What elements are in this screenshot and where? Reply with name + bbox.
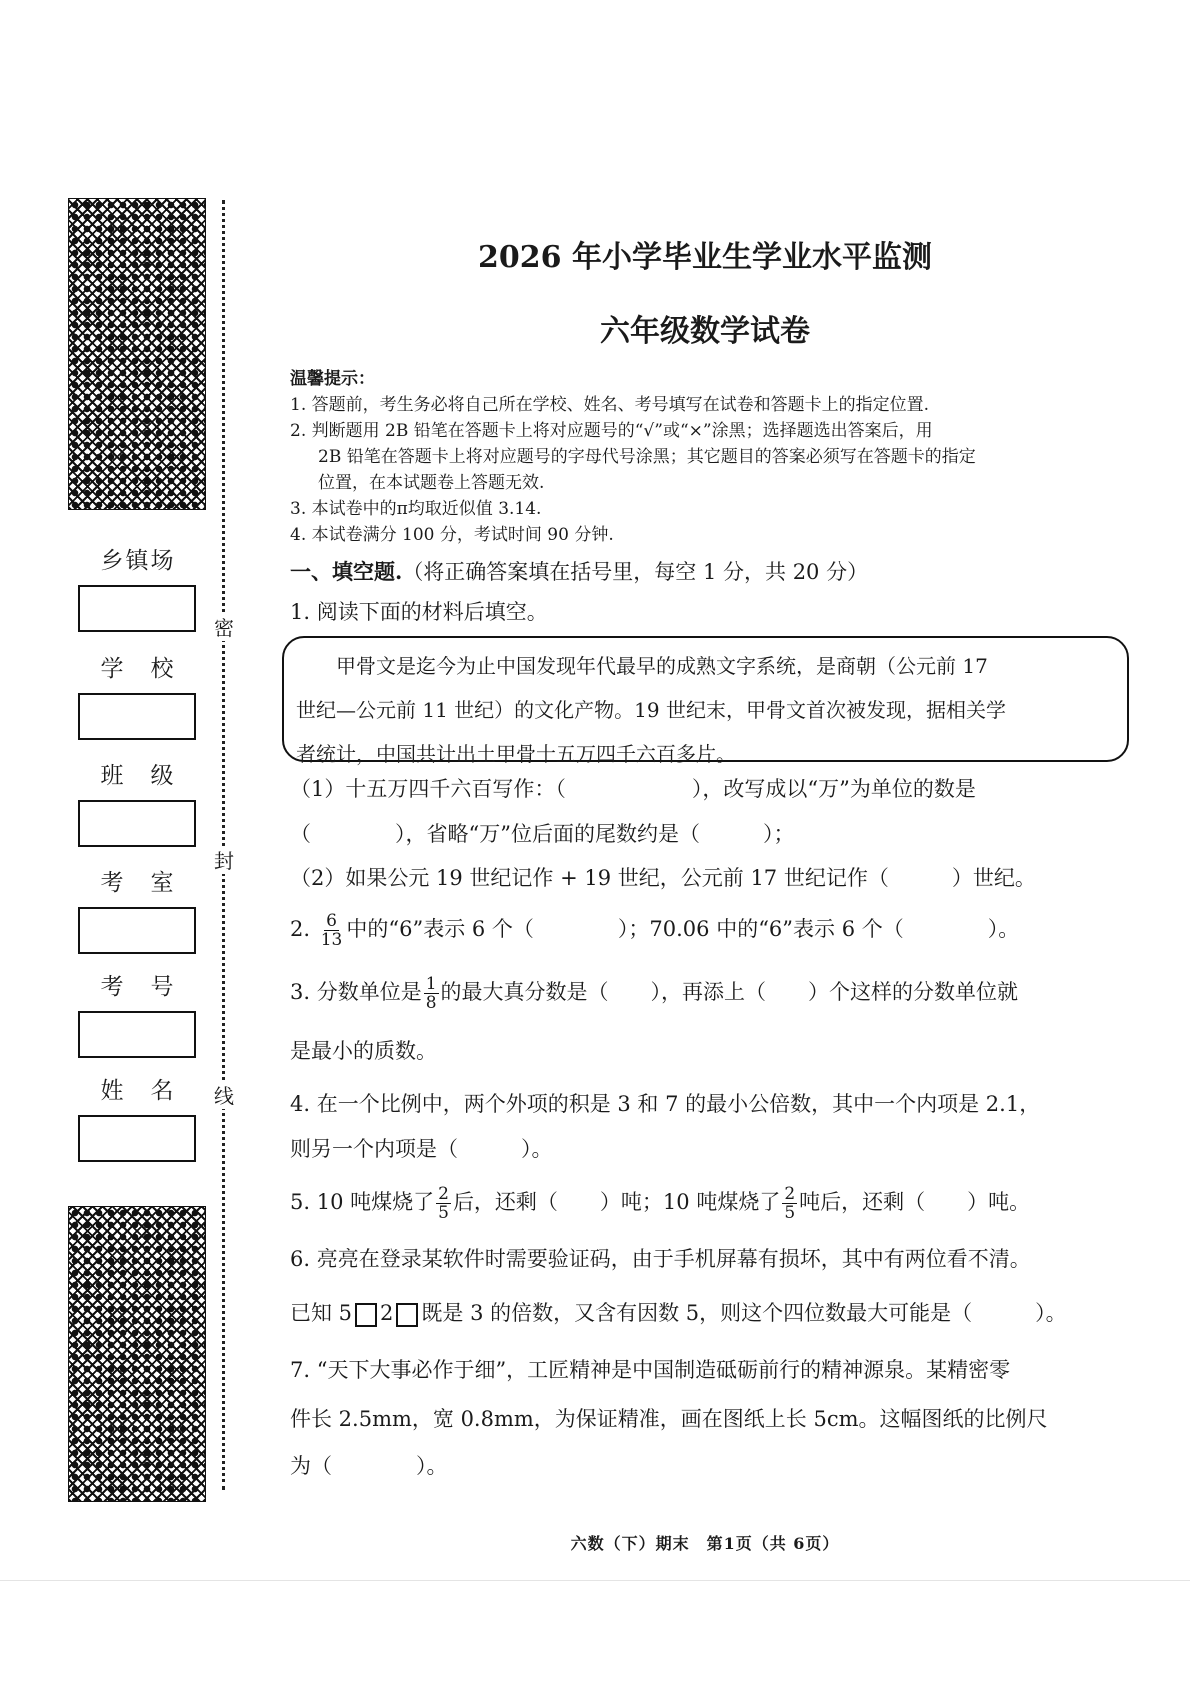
field-label-class: 班 级 bbox=[100, 763, 176, 789]
q5-fraction-1-den: 5 bbox=[438, 1203, 449, 1223]
section-1-desc: （将正确答案填在括号里，每空 1 分，共 20 分） bbox=[402, 560, 869, 584]
field-label-name: 姓 名 bbox=[100, 1078, 176, 1104]
seal-dotted-line bbox=[222, 200, 225, 1490]
field-box-exam-number[interactable] bbox=[78, 1011, 196, 1058]
decorative-pattern-top bbox=[68, 198, 206, 510]
page-bottom-rule bbox=[0, 1580, 1190, 1581]
q6-line-a: 6. 亮亮在登录某软件时需要验证码，由于手机屏幕有损坏，其中有两位看不清。 bbox=[290, 1247, 1031, 1271]
q7-line-b: 件长 2.5mm，宽 0.8mm，为保证精准，画在图纸上长 5cm。这幅图纸的比例尺 bbox=[290, 1407, 1048, 1431]
note-1: 1. 答题前，考生务必将自己所在学校、姓名、考号填写在试卷和答题卡上的指定位置. bbox=[290, 395, 930, 415]
field-label-exam-number: 考 号 bbox=[100, 974, 176, 1000]
seal-char-feng: 封 bbox=[211, 848, 237, 874]
section-1-title: 一、填空题. bbox=[290, 559, 403, 584]
q2-fraction-den: 13 bbox=[320, 930, 343, 950]
note-2a: 2. 判断题用 2B 铅笔在答题卡上将对应题号的“√”或“×”涂黑；选择题选出答案后，用 bbox=[290, 421, 933, 441]
q5-text-c: 吨后，还剩（ ）吨。 bbox=[799, 1190, 1031, 1214]
section-1-heading bbox=[290, 556, 868, 586]
q5 bbox=[290, 1185, 1030, 1222]
q3-fraction-num: 1 bbox=[425, 974, 437, 994]
q3-text-b: 的最大真分数是（ ），再添上（ ）个这样的分数单位就 bbox=[440, 980, 1019, 1004]
q6-line-b bbox=[290, 1297, 1067, 1327]
q6-text-1: 已知 5 bbox=[290, 1301, 353, 1325]
q7-line-a: 7. “天下大事必作于细”，工匠精神是中国制造砥砺前行的精神源泉。某精密零 bbox=[290, 1358, 1011, 1382]
note-2c: 位置，在本试题卷上答题无效. bbox=[318, 473, 545, 493]
q1-passage-line-3: 者统计，中国共计出土甲骨十五万四千六百多片。 bbox=[296, 742, 736, 766]
field-box-name[interactable] bbox=[78, 1115, 196, 1162]
q5-fraction-2-den: 5 bbox=[784, 1203, 796, 1223]
q1-stem: 1. 阅读下面的材料后填空。 bbox=[290, 600, 548, 624]
q1-passage-line-1: 甲骨文是迄今为止中国发现年代最早的成熟文字系统，是商朝（公元前 17 bbox=[336, 654, 988, 678]
note-3: 3. 本试卷中的π均取近似值 3.14. bbox=[290, 499, 542, 519]
decorative-pattern-bottom bbox=[68, 1206, 206, 1502]
q5-fraction-1-num: 2 bbox=[438, 1184, 449, 1204]
q4-line-a: 4. 在一个比例中，两个外项的积是 3 和 7 的最小公倍数，其中一个内项是 2.1， bbox=[290, 1092, 1041, 1116]
notes-head: 温馨提示： bbox=[290, 369, 375, 389]
q2-text: 中的“6”表示 6 个（ ）；70.06 中的“6”表示 6 个（ ）。 bbox=[346, 917, 1020, 941]
q6-text-3: 既是 3 的倍数，又含有因数 5，则这个四位数最大可能是（ ）。 bbox=[421, 1301, 1067, 1325]
notes-block bbox=[290, 366, 1120, 548]
q1-part1-line-b: （ ），省略“万”位后面的尾数约是（ ）； bbox=[290, 822, 795, 846]
q1-part2: （2）如果公元 19 世纪记作 + 19 世纪，公元前 17 世纪记作（ ）世纪。 bbox=[290, 866, 1036, 890]
field-box-township[interactable] bbox=[78, 585, 196, 632]
seal-char-xian: 线 bbox=[211, 1083, 237, 1109]
q6-blank-square-2 bbox=[396, 1303, 418, 1327]
page-footer: 六数（下）期末 第1页（共 6页） bbox=[570, 1534, 840, 1553]
q2 bbox=[290, 912, 1019, 949]
q5-fraction-2-num: 2 bbox=[784, 1184, 796, 1204]
q6-text-2: 2 bbox=[380, 1301, 394, 1325]
q3-text-a: 3. 分数单位是 bbox=[290, 980, 422, 1004]
field-label-room: 考 室 bbox=[100, 870, 176, 896]
field-box-school[interactable] bbox=[78, 693, 196, 740]
q2-number: 2. bbox=[290, 917, 317, 941]
q1-passage-box bbox=[282, 636, 1129, 766]
page-title: 2026 年小学毕业生学业水平监测 bbox=[478, 240, 932, 275]
q2-fraction bbox=[319, 912, 345, 949]
q5-text-b: 后，还剩（ ）吨；10 吨煤烧了 bbox=[452, 1190, 781, 1214]
seal-char-mi: 密 bbox=[211, 615, 237, 641]
field-box-class[interactable] bbox=[78, 800, 196, 847]
field-label-township: 乡镇场 bbox=[100, 548, 176, 574]
q5-fraction-1 bbox=[436, 1185, 451, 1222]
q2-fraction-num: 6 bbox=[326, 911, 337, 931]
q3-fraction bbox=[424, 975, 439, 1012]
q1-passage-line-2: 世纪—公元前 11 世纪）的文化产物。19 世纪末，甲骨文首次被发现，据相关学 bbox=[296, 698, 1006, 722]
field-label-school: 学 校 bbox=[100, 656, 176, 682]
q4-line-b: 则另一个内项是（ ）。 bbox=[290, 1137, 553, 1161]
q3-line-a bbox=[290, 975, 1018, 1012]
note-2b: 2B 铅笔在答题卡上将对应题号的字母代号涂黑；其它题目的答案必须写在答题卡的指定 bbox=[318, 447, 976, 467]
q3-fraction-den: 8 bbox=[425, 993, 437, 1013]
q7-line-c: 为（ ）。 bbox=[290, 1454, 448, 1478]
q6-blank-square-1 bbox=[355, 1303, 377, 1327]
note-4: 4. 本试卷满分 100 分，考试时间 90 分钟. bbox=[290, 525, 614, 545]
field-box-room[interactable] bbox=[78, 907, 196, 954]
q5-fraction-2 bbox=[782, 1185, 797, 1222]
q3-line-b: 是最小的质数。 bbox=[290, 1039, 437, 1063]
page-subtitle: 六年级数学试卷 bbox=[600, 314, 810, 349]
q1-part1-line-a: （1）十五万四千六百写作：（ ），改写成以“万”为单位的数是 bbox=[290, 777, 976, 801]
q5-text-a: 5. 10 吨煤烧了 bbox=[290, 1190, 435, 1214]
